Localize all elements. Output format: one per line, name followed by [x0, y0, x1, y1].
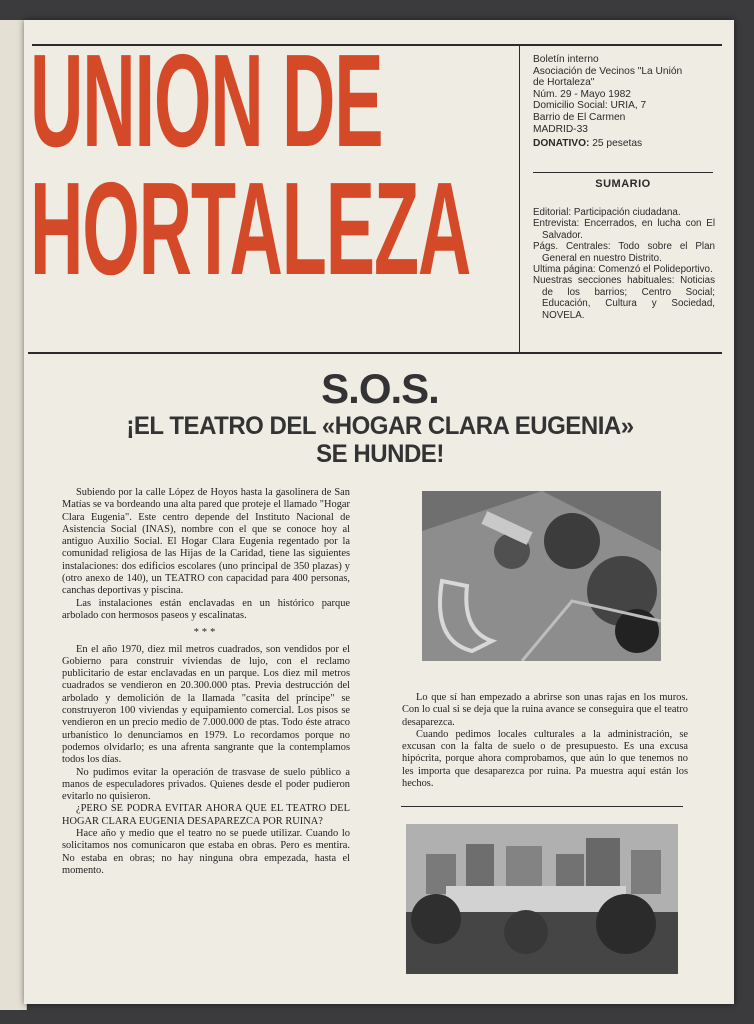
article-paragraph: Lo que sí han empezado a abrirse son unas rajas en los muros. Con lo cual si se deja que la ruina avance se conseguira que el teatro desaparezca.: [402, 692, 688, 728]
info-line: Asociación de Vecinos "La Unión: [533, 65, 683, 77]
article-question: ¿PERO SE PODRA EVITAR AHORA QUE EL TEATRO DEL HOGAR CLARA EUGENIA DESAPAREZCA POR RUINA?: [62, 803, 350, 827]
sumario-heading: SUMARIO: [595, 178, 651, 190]
article-paragraph: Subiendo por la calle López de Hoyos hasta la gasolinera de San Matías se va bordeando una alta pared que proteje el llamado "Hogar Clara Eugenia". Este centro depende del Instituto Nacional de Asistencia Social (INAS), nombre con el que se conoce hoy al antiguo Auxilio Social. El Hogar Clara Eugenia regentado por la comunidad religiosa de las Hijas de la Caridad, tiene las siguientes instalaciones: dos edificios escolares (uno principal de 350 plazas) y (otro anexo de 140), un TEATRO con capacidad para 400 personas, canchas deportivas y piscina.: [62, 487, 350, 597]
masthead-title: [30, 27, 500, 302]
article-column-right: [402, 692, 688, 790]
headline-line-2: SE HUNDE!: [316, 440, 444, 468]
article-column-left: [62, 487, 350, 877]
info-line: de Hortaleza": [533, 77, 595, 89]
info-line: Barrio de El Carmen: [533, 111, 626, 123]
buildings-photo: [406, 824, 678, 974]
article-paragraph: Cuando pedimos locales culturales a la administración, se excusan con la falta de suelo o de presupuesto. Es una excusa hipócrita, porque ahora comprobamos, que aún lo que tenemos no les importa que desaparezca por ruina. Pa muestra aquí están los hechos.: [402, 728, 688, 790]
article-paragraph: En el año 1970, diez mil metros cuadrados, son vendidos por el Gobierno para construir viviendas de lujo, con el reclamo publicitario de estar enclavadas en un parque. Los diez mil metros cuadrados se vendieron en 20.300.000 ptas. Previa destrucción del arbolado y demolición de la llamada "casita del príncipe" se construyeron 100 viviendas y equipamiento comercial. Los pisos se vendieron en un precio medio de 7.000.000 de ptas. Todo éste atraco urbanístico lo denunciamos en 1979. Lo recordamos porque no podemos olvidarlo; es una afrenta sangrante que la contemplamos todos los días.: [62, 643, 350, 766]
sumario-item: Nuestras secciones habituales: Noticias de los barrios; Centro Social; Educación, Cultura y Sociedad, NOVELA.: [533, 275, 715, 321]
sumario-item: Ultima página: Comenzó el Polideportivo.: [533, 264, 713, 276]
section-break: ***: [193, 627, 219, 639]
publication-info: [533, 54, 718, 150]
donativo: [533, 138, 718, 150]
masthead-divider: [519, 44, 520, 352]
aerial-photo-drawing: [422, 491, 661, 661]
headline-kicker: S.O.S.: [321, 365, 439, 412]
info-line: Domicilio Social: URIA, 7: [533, 100, 647, 112]
buildings-photo-drawing: [406, 824, 678, 974]
info-line: Boletín interno: [533, 54, 599, 65]
article-paragraph: No pudimos evitar la operación de trasvase de suelo público a manos de especuladores privados. Quienes desde el poder pudieron evitarlo no quisieron.: [62, 766, 350, 803]
issue-number: Núm. 29 - Mayo 1982: [533, 88, 631, 100]
info-separator: [533, 172, 713, 173]
info-line: MADRID-33: [533, 123, 588, 135]
headline-line-1: ¡EL TEATRO DEL «HOGAR CLARA EUGENIA»: [126, 412, 634, 440]
sumario-item: Entrevista: Encerrados, en lucha con El Salvador.: [533, 218, 715, 241]
article-headline: [30, 366, 730, 468]
masthead-line-2: HORTALEZA: [30, 155, 471, 302]
sumario-item: Editorial: Participación ciudadana.: [533, 207, 681, 218]
article-paragraph: Las instalaciones están enclavadas en un histórico parque arbolado con hermosos paseos y escalinatas.: [62, 597, 350, 621]
masthead-line-1: UNION DE: [30, 27, 383, 174]
sumario-list: [533, 207, 715, 321]
column-separator-rule: [401, 806, 683, 807]
binding-edge: [0, 20, 27, 1010]
article-paragraph: Hace año y medio que el teatro no se puede utilizar. Cuando lo solicitamos nos comunicaron que estaba en obras. Pero es mentira. No estaba en obras; no hay ninguna obra empezada, hasta el momento.: [62, 828, 350, 876]
donativo-label: DONATIVO:: [533, 138, 590, 150]
aerial-photo: [422, 491, 661, 661]
sumario-item: Págs. Centrales: Todo sobre el Plan General en nuestro Distrito.: [533, 241, 715, 264]
masthead-bottom-rule: [28, 352, 722, 354]
donativo-value: 25 pesetas: [592, 138, 643, 150]
